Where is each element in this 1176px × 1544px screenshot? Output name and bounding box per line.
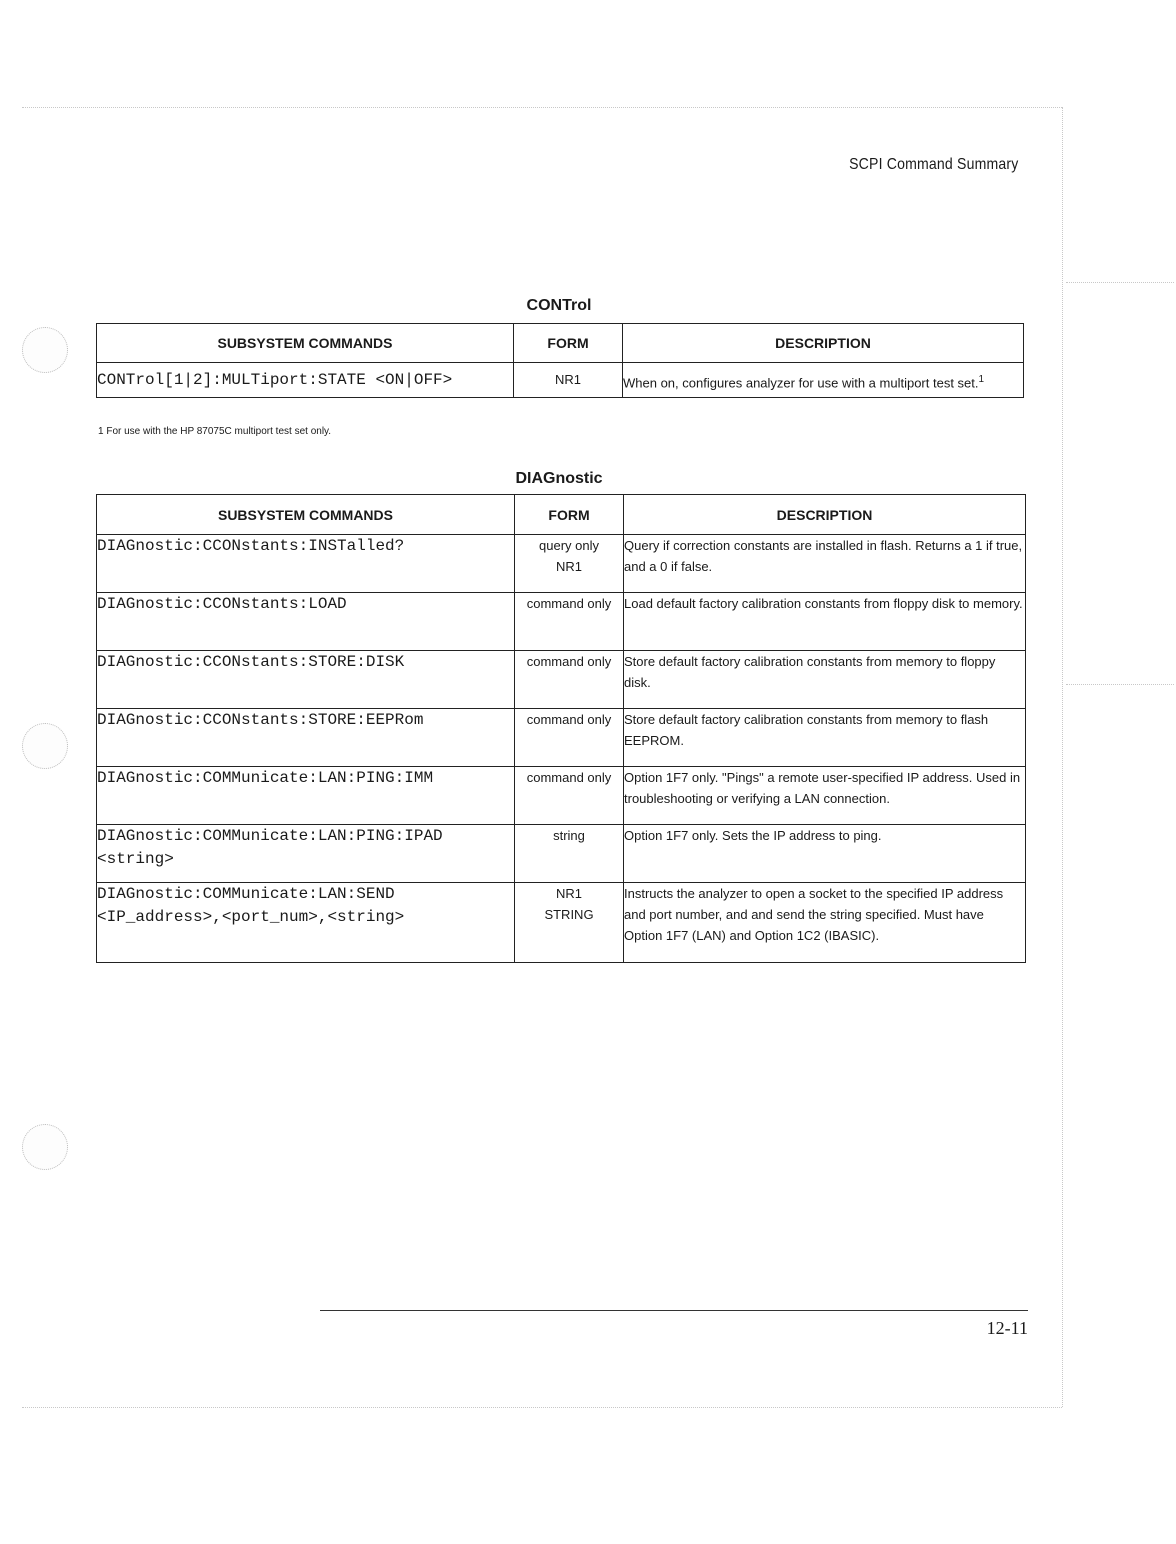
footnote: 1 For use with the HP 87075C multiport test set only. xyxy=(98,426,332,437)
description-cell: Store default factory calibration constants from memory to floppy disk. xyxy=(624,651,1026,709)
page-edge-top xyxy=(22,107,1062,108)
command-cell: DIAGnostic:CCONstants:STORE:EEPRom xyxy=(97,709,515,767)
table-row xyxy=(97,883,1026,963)
form-cell: command only xyxy=(515,593,624,651)
command-cell: DIAGnostic:CCONstants:STORE:DISK xyxy=(97,651,515,709)
command-cell: DIAGnostic:CCONstants:INSTalled? xyxy=(97,535,515,593)
footnote-ref: 1 xyxy=(978,374,985,385)
table-header-row xyxy=(97,324,1024,363)
control-table xyxy=(96,323,1024,398)
diagnostic-table xyxy=(96,494,1026,963)
description-cell: Option 1F7 only. "Pings" a remote user-specified IP address. Used in troubleshooting or verifying a LAN connection. xyxy=(624,767,1026,825)
table-row xyxy=(97,593,1026,651)
command-cell: DIAGnostic:COMMunicate:LAN:PING:IMM xyxy=(97,767,515,825)
command-cell: CONTrol[1|2]:MULTiport:STATE <ON|OFF> xyxy=(97,363,514,398)
header-form: FORM xyxy=(514,324,623,363)
header-description: DESCRIPTION xyxy=(623,324,1024,363)
table-row xyxy=(97,709,1026,767)
description-cell: Load default factory calibration constants from floppy disk to memory. xyxy=(624,593,1026,651)
header-subsystem-commands: SUBSYSTEM COMMANDS xyxy=(97,495,515,535)
form-cell: command only xyxy=(515,767,624,825)
binder-hole xyxy=(22,327,68,373)
form-cell: NR1 xyxy=(514,363,623,398)
page-edge-bottom xyxy=(22,1407,1062,1408)
diagnostic-section-title: DIAGnostic xyxy=(515,470,603,487)
header-form: FORM xyxy=(515,495,624,535)
table-row xyxy=(97,767,1026,825)
description-text: When on, configures analyzer for use with a multiport test set. xyxy=(623,375,979,391)
table-row xyxy=(97,535,1026,593)
description-cell: Instructs the analyzer to open a socket to the specified IP address and port number, and and send the string specified. Must have Option 1F7 (LAN) and Option 1C2 (IBASIC). xyxy=(624,883,1026,963)
description-cell xyxy=(623,363,1024,398)
table-row xyxy=(97,363,1024,398)
form-cell: query only NR1 xyxy=(515,535,624,593)
tab-divider-mark xyxy=(1066,282,1174,283)
header-subsystem-commands: SUBSYSTEM COMMANDS xyxy=(97,324,514,363)
description-cell: Store default factory calibration constants from memory to flash EEPROM. xyxy=(624,709,1026,767)
table-row xyxy=(97,651,1026,709)
command-cell: DIAGnostic:COMMunicate:LAN:PING:IPAD <string> xyxy=(97,825,515,883)
command-cell: DIAGnostic:COMMunicate:LAN:SEND <IP_address>,<port_num>,<string> xyxy=(97,883,515,963)
page-edge-right xyxy=(1062,107,1063,1407)
form-cell: command only xyxy=(515,651,624,709)
command-cell: DIAGnostic:CCONstants:LOAD xyxy=(97,593,515,651)
form-cell: string xyxy=(515,825,624,883)
binder-hole xyxy=(22,1124,68,1170)
description-cell: Option 1F7 only. Sets the IP address to ping. xyxy=(624,825,1026,883)
binder-hole xyxy=(22,723,68,769)
control-section-title: CONTrol xyxy=(526,297,592,314)
description-cell: Query if correction constants are installed in flash. Returns a 1 if true, and a 0 if false. xyxy=(624,535,1026,593)
header-description: DESCRIPTION xyxy=(624,495,1026,535)
tab-divider-mark xyxy=(1066,684,1174,685)
table-header-row xyxy=(97,495,1026,535)
footer-rule xyxy=(320,1310,1028,1311)
running-head: SCPI Command Summary xyxy=(848,156,1018,173)
form-cell: command only xyxy=(515,709,624,767)
page-number: 12-11 xyxy=(986,1318,1028,1338)
form-cell: NR1 STRING xyxy=(515,883,624,963)
table-row xyxy=(97,825,1026,883)
